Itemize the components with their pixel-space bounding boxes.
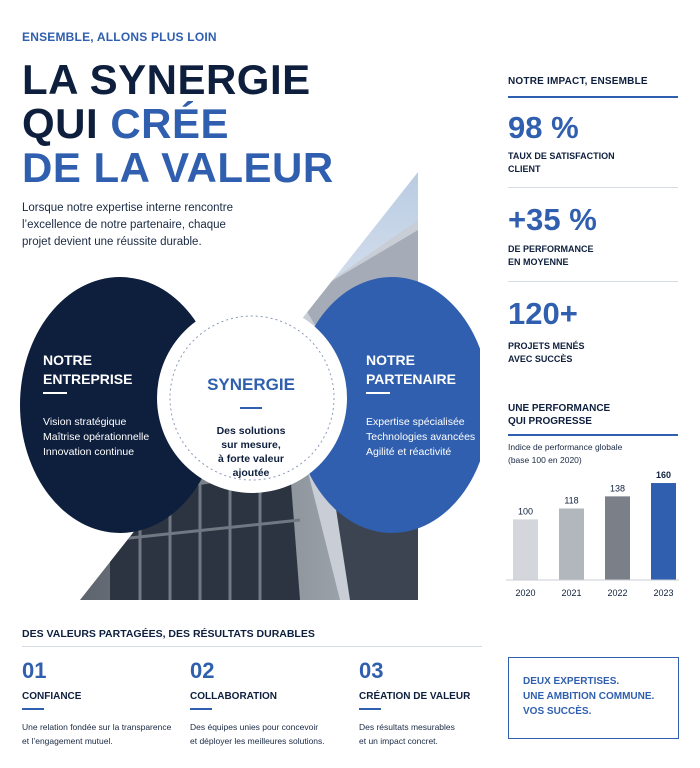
value-item-creation [359, 658, 470, 748]
value-title: CRÉATION DE VALEUR [359, 691, 471, 702]
center-line-1: Des solutions [216, 425, 286, 437]
x-tick-2023: 2023 [653, 588, 674, 598]
impact-divider [508, 96, 678, 98]
title-line-2 [22, 102, 334, 146]
value-text: Une relation fondée sur la transparence et l’engagement mutuel. [22, 722, 172, 746]
stat-value-projects: 120+ [508, 296, 578, 331]
right-title-2: PARTENAIRE [366, 371, 456, 387]
center-title: SYNERGIE [207, 375, 295, 394]
value-item-collaboration [190, 658, 325, 748]
value-text: Des équipes unies pour concevoir et déployer les meilleures solutions. [190, 722, 325, 746]
stat-separator [508, 187, 678, 188]
center-line-3: à forte valeur [218, 453, 284, 465]
performance-title: UNE PERFORMANCE QUI PROGRESSE [508, 403, 611, 427]
title-line-2-b: CRÉE [110, 100, 230, 147]
right-item-1: Expertise spécialisée [366, 416, 465, 428]
performance-divider [508, 434, 678, 436]
stat-label-performance: DE PERFORMANCE EN MOYENNE [508, 244, 594, 267]
callout-line-2: UNE AMBITION COMMUNE. [523, 691, 655, 702]
performance-subtitle: Indice de performance globale (base 100 en 2020) [508, 442, 623, 465]
value-accent [359, 708, 381, 710]
stat-value-performance: +35 % [508, 202, 597, 237]
value-accent [190, 708, 212, 710]
data-label-2022: 138 [609, 483, 626, 494]
title-line-1: LA SYNERGIE [22, 56, 311, 103]
stat-value-satisfaction: 98 % [508, 110, 579, 145]
callout-line-3: VOS SUCCÈS. [523, 706, 592, 717]
center-line-4: ajoutée [232, 467, 270, 479]
callout-box [508, 657, 679, 739]
callout-line-1: DEUX EXPERTISES. [523, 676, 620, 687]
data-label-2023: 160 [655, 470, 672, 481]
data-label-2020: 100 [517, 506, 534, 517]
value-title: CONFIANCE [22, 691, 82, 702]
stat-label-projects: PROJETS MENÉS AVEC SUCCÈS [508, 341, 585, 364]
left-item-2: Maîtrise opérationnelle [43, 431, 150, 443]
stat-separator [508, 281, 678, 282]
x-tick-2020: 2020 [515, 588, 536, 598]
impact-heading: NOTRE IMPACT, ENSEMBLE [508, 76, 648, 87]
performance-bar-chart [500, 466, 685, 604]
left-item-1: Vision stratégique [43, 416, 127, 428]
left-title-2: ENTREPRISE [43, 371, 133, 387]
bar-2023 [651, 483, 676, 580]
title-line-2-a: QUI [22, 100, 111, 147]
title-line-3: DE LA VALEUR [22, 144, 334, 191]
bar-2022 [605, 496, 630, 580]
value-item-confiance [22, 658, 171, 748]
value-number: 03 [359, 658, 384, 683]
x-tick-2021: 2021 [561, 588, 582, 598]
value-number: 02 [190, 658, 215, 683]
right-item-3: Agilité et réactivité [366, 446, 452, 458]
x-tick-2022: 2022 [607, 588, 628, 598]
value-text: Des résultats mesurables et un impact concret. [359, 722, 455, 746]
right-item-2: Technologies avancées [366, 431, 476, 443]
bar-2020 [513, 519, 538, 580]
bar-2021 [559, 508, 584, 580]
values-heading: DES VALEURS PARTAGÉES, DES RÉSULTATS DURABLES [22, 628, 315, 640]
center-line-2: sur mesure, [221, 439, 281, 451]
value-number: 01 [22, 658, 47, 683]
data-label-2021: 118 [564, 495, 579, 506]
right-title-1: NOTRE [366, 352, 415, 368]
intro-text: Lorsque notre expertise interne rencontre l’excellence de notre partenaire, chaque projet devient une réussite durable. [22, 202, 233, 248]
left-title-1: NOTRE [43, 352, 92, 368]
stat-label-satisfaction: TAUX DE SATISFACTION CLIENT [508, 151, 615, 174]
synergy-graphic [0, 170, 480, 610]
left-item-3: Innovation continue [43, 446, 135, 458]
value-accent [22, 708, 44, 710]
kicker: ENSEMBLE, ALLONS PLUS LOIN [22, 30, 217, 44]
value-title: COLLABORATION [190, 691, 278, 702]
values-divider [22, 646, 482, 647]
